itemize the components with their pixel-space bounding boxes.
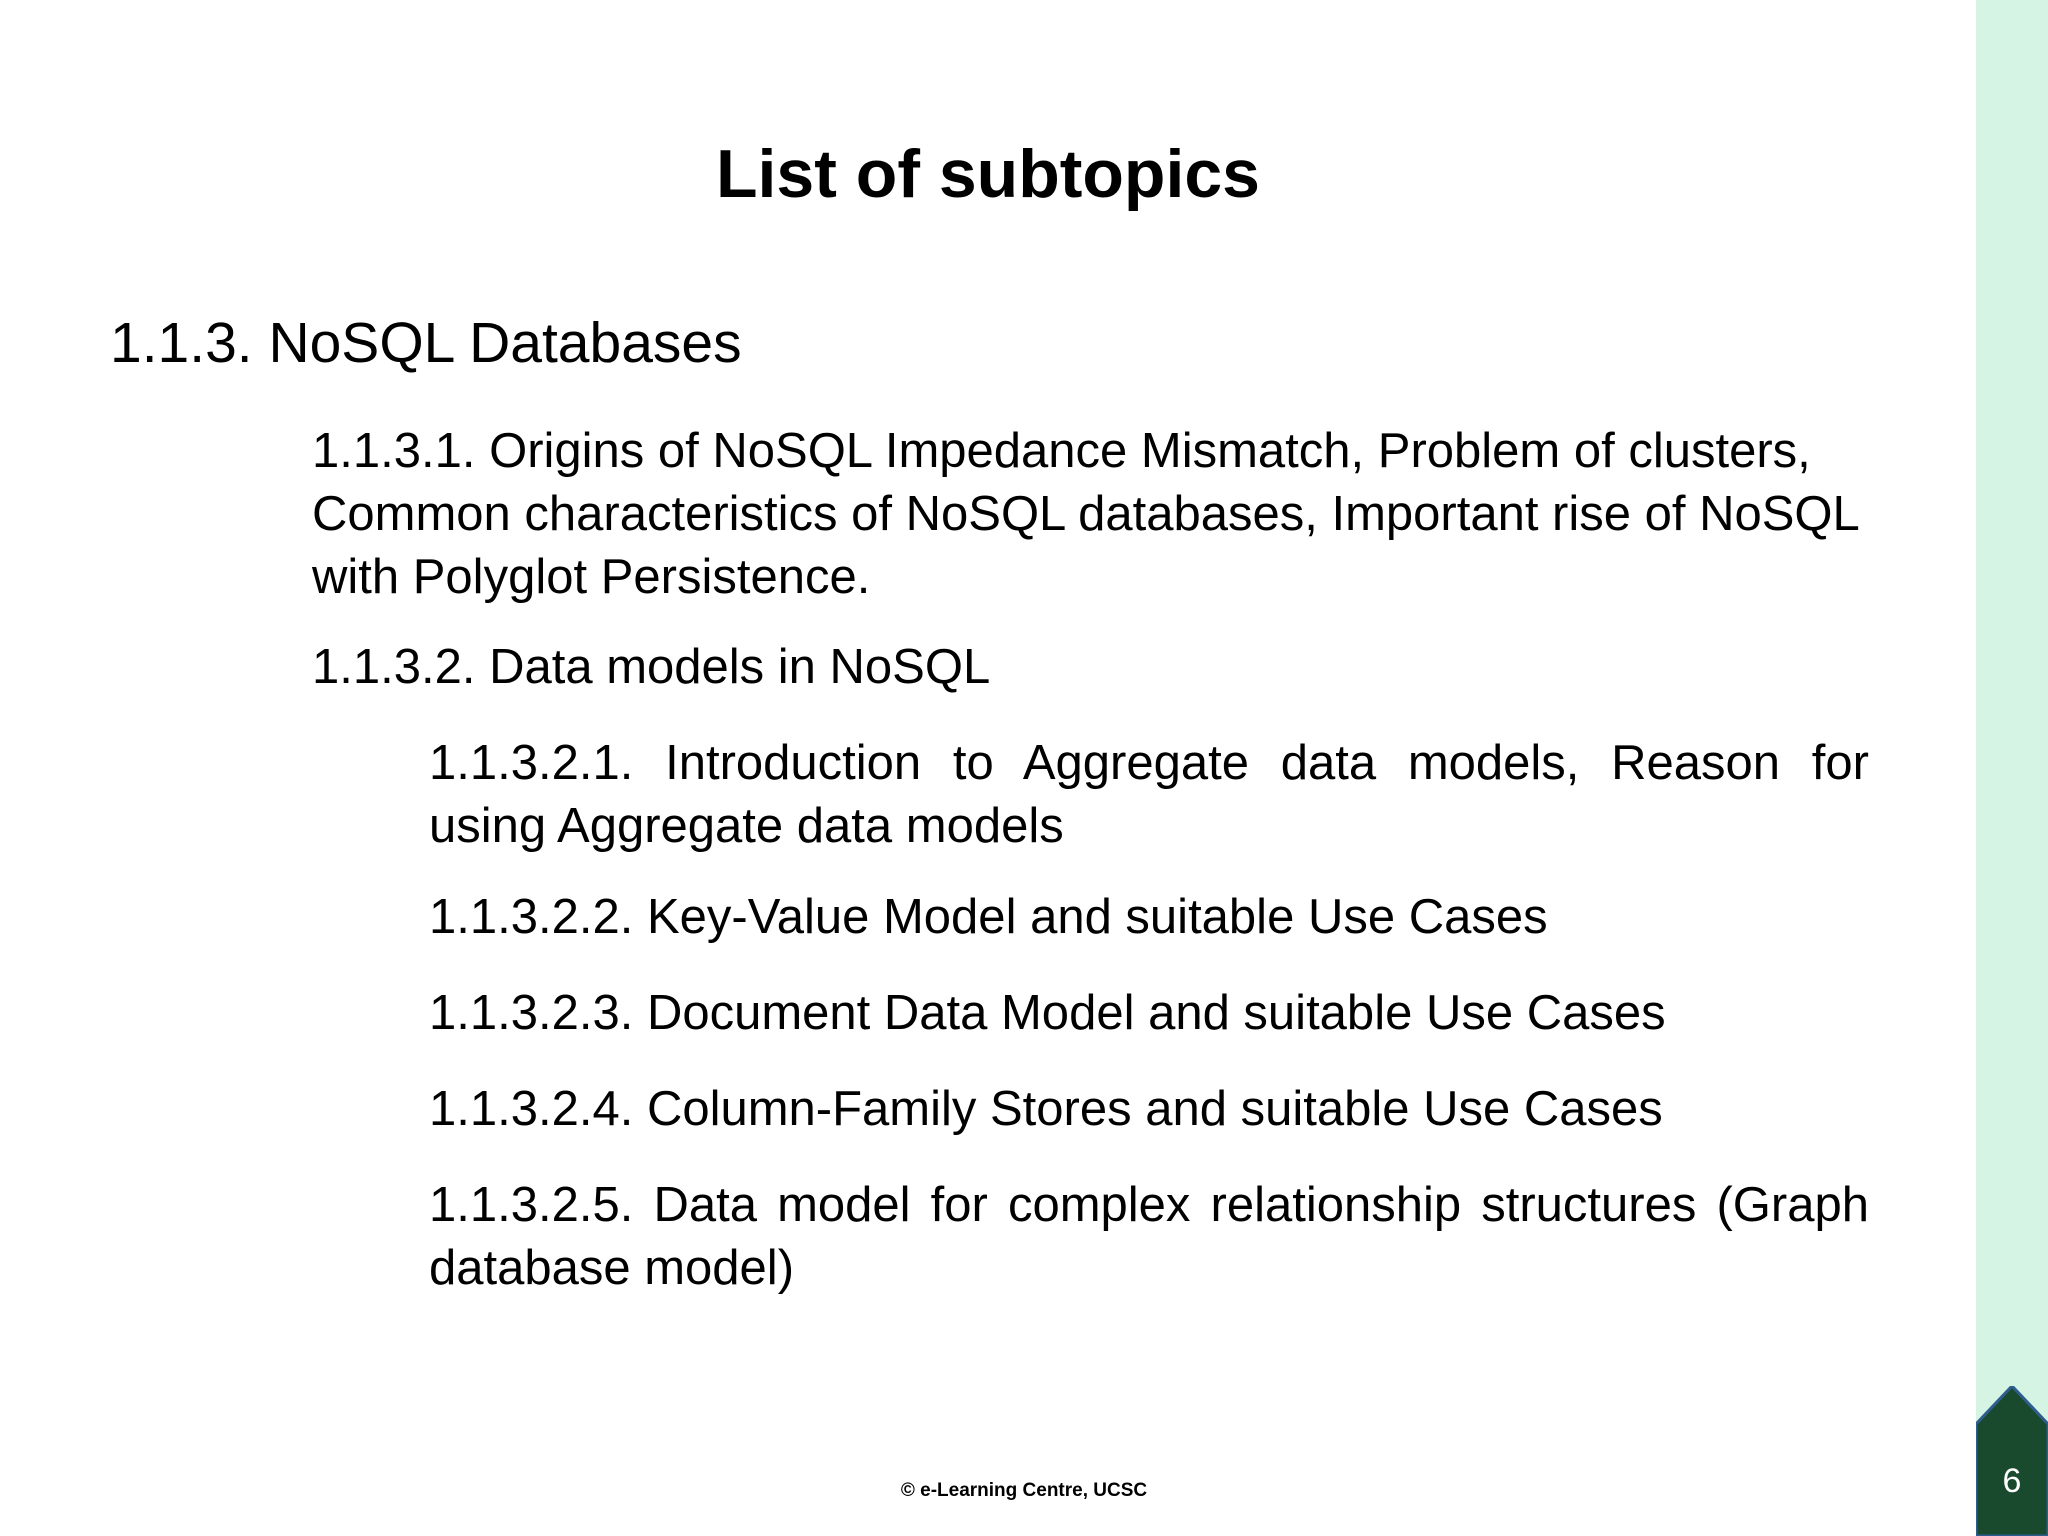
sub-subtopic-1-1-3-2-4: 1.1.3.2.4. Column-Family Stores and suitable Use Cases (429, 1082, 1663, 1136)
sub-subtopic-1-1-3-2-3: 1.1.3.2.3. Document Data Model and suitable Use Cases (429, 986, 1666, 1040)
copyright-footer: © e-Learning Centre, UCSC (900, 1480, 1148, 1501)
subtopic-1-1-3-1: 1.1.3.1. Origins of NoSQL Impedance Mismatch, Problem of clusters, Common characteristics of NoSQL databases, Important rise of NoSQL with Polyglot Persistence. (312, 424, 1858, 604)
page-marker-icon (1976, 1386, 2048, 1536)
sub-subtopic-1-1-3-2-1: 1.1.3.2.1. Introduction to Aggregate data models, Reason for using Aggregate data models (429, 736, 1869, 853)
sub-subtopic-1-1-3-2-5: 1.1.3.2.5. Data model for complex relationship structures (Graph database model) (429, 1178, 1869, 1295)
page-title: List of subtopics (716, 136, 1260, 212)
subtopic-1-1-3-2: 1.1.3.2. Data models in NoSQL (312, 640, 991, 694)
section-heading: 1.1.3. NoSQL Databases (110, 311, 742, 375)
sub-subtopic-1-1-3-2-2: 1.1.3.2.2. Key-Value Model and suitable Use Cases (429, 890, 1548, 944)
side-band (1976, 0, 2048, 1536)
page-number: 6 (2002, 1462, 2022, 1500)
